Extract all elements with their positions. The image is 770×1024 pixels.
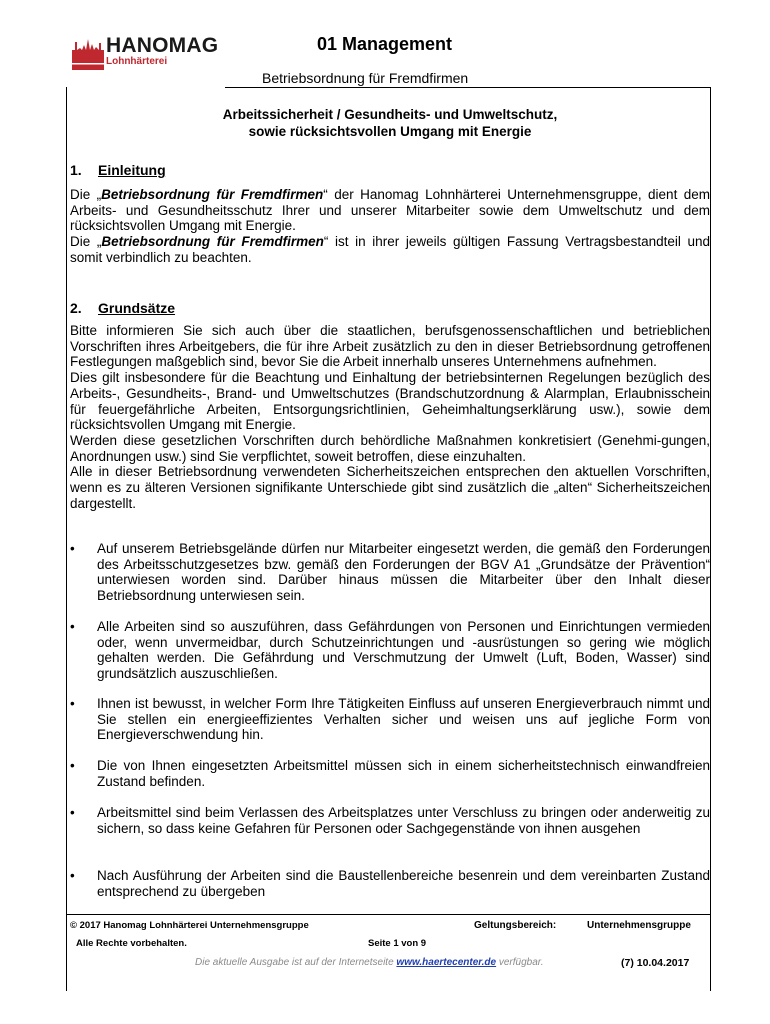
footer-version: (7) 10.04.2017 <box>621 957 690 969</box>
bullet-text: Alle Arbeiten sind so auszuführen, dass Gefährdungen von Personen und Einrichtungen vermieden oder, wenn unvermeidbar, durch Schutzeinrichtungen und -ausrüstungen so gering wie möglich gehalten werden. Die Gefährdung und Verschmutzung der Umwelt (Luft, Boden, Wasser) sind grundsätzlich auszuschließen. <box>97 619 710 682</box>
intro-paragraph-1: Die „Betriebsordnung für Fremdfirmen“ der Hanomag Lohnhärterei Unternehmensgruppe, dient dem Arbeits- und Gesundheitsschutz Ihrer und unserer Mitarbeiter sowie dem Umweltschutz und dem rücksichtsvollen Umgang mit Energie. <box>70 187 710 234</box>
main-heading <box>70 106 710 140</box>
document-subtitle: Betriebsordnung für Fremdfirmen <box>262 70 469 86</box>
header-divider <box>225 87 711 88</box>
logo-subtext: Lohnhärterei <box>106 56 168 67</box>
bullet-marker: • <box>70 619 75 634</box>
bullet-marker: • <box>70 868 75 883</box>
footer-page-number: Seite 1 von 9 <box>368 938 427 949</box>
section-2-title: Grundsätze <box>98 300 176 316</box>
footer-scope-value: Unternehmensgruppe <box>587 920 691 931</box>
page-frame-right <box>710 87 711 991</box>
section-2-heading <box>70 300 175 316</box>
bullet-item <box>70 868 710 899</box>
bullet-text: Die von Ihnen eingesetzten Arbeitsmittel müssen sich in einem sicherheitstechnisch einwandfreien Zustand befinden. <box>97 758 710 789</box>
bullet-text: Ihnen ist bewusst, in welcher Form Ihre Tätigkeiten Einfluss auf unseren Energieverbrauch nimmt und Sie stellen ein energieeffizientes Verhalten sicher und weisen uns auf jegliche Form von Energieverschwendung hin. <box>97 696 710 743</box>
section-1-number: 1. <box>70 162 82 178</box>
company-logo <box>72 34 222 74</box>
bullet-item <box>70 805 710 836</box>
bullet-item <box>70 696 710 743</box>
page-frame-left <box>66 87 67 991</box>
section-1-heading <box>70 162 166 178</box>
document-title: 01 Management <box>317 34 453 54</box>
intro-emphasis-1: Betriebsordnung für Fremdfirmen <box>101 187 324 202</box>
footer-scope-label: Geltungsbereich: <box>474 920 557 931</box>
footer-availability-note: Die aktuelle Ausgabe ist auf der Internetseite www.haertecenter.de verfügbar. <box>195 957 544 968</box>
principles-paragraph: Dies gilt insbesondere für die Beachtung und Einhaltung der betriebsinternen Regelungen bezüglich des Arbeits-, Gesundheits-, Brand- und Umweltschutzes (Brandschutzordnung & Alarmplan, Erlaubnisschein für feuergefährliche Arbeiten, Entsorgungsrichtlinien, Geheimhaltungserklärung usw.), sowie dem rücksichtsvollen Umgang mit Energie. <box>70 370 710 433</box>
bullet-item <box>70 758 710 789</box>
intro-emphasis-2: Betriebsordnung für Fremdfirmen <box>101 234 324 250</box>
principles-paragraph: Bitte informieren Sie sich auch über die staatlichen, berufsgenossenschaftlichen und betrieblichen Vorschriften ihres Arbeitgebers, die für ihre Arbeit zusätzlich zu den in dieser Betriebsordnung getroffenen Festlegungen maßgeblich sind, bevor Sie die Arbeit innerhalb unseres Unternehmens aufnehmen. <box>70 323 710 370</box>
section-1-title: Einleitung <box>98 162 166 178</box>
section-2-number: 2. <box>70 300 82 316</box>
section-2-body <box>70 323 710 511</box>
bullet-marker: • <box>70 758 75 773</box>
section-1-body <box>70 187 710 266</box>
bullet-marker: • <box>70 805 75 820</box>
bullet-text: Auf unserem Betriebsgelände dürfen nur Mitarbeiter eingesetzt werden, die gemäß den Forderungen des Arbeitsschutzgesetzes bzw. gemäß den Forderungen der BGV A1 „Grundsätze der Prävention“ unterwiesen worden sind. Darüber hinaus müssen die Mitarbeiter über den Inhalt dieser Betriebsordnung unterwiesen sein. <box>97 541 710 604</box>
footer-divider <box>66 914 711 915</box>
footer-rights: Alle Rechte vorbehalten. <box>76 938 187 949</box>
intro-paragraph-2: Die „Betriebsordnung für Fremdfirmen“ ist in ihrer jeweils gültigen Fassung Vertragsbestandteil und somit verbindlich zu beachten. <box>70 234 710 265</box>
bullet-text: Nach Ausführung der Arbeiten sind die Baustellenbereiche besenrein und dem vereinbarten Zustand entsprechend zu übergeben <box>97 868 710 899</box>
main-heading-line-1: Arbeitssicherheit / Gesundheits- und Umweltschutz, <box>222 107 558 122</box>
principles-paragraph: Alle in dieser Betriebsordnung verwendeten Sicherheitszeichen entsprechen den aktuellen Vorschriften, wenn es zu älteren Versionen signifikante Unterschiede gibt sind zusätzlich die „alten“ Sicherheitszeichen dargestellt. <box>70 464 710 511</box>
bullet-text: Arbeitsmittel sind beim Verlassen des Arbeitsplatzes unter Verschluss zu bringen oder anderweitig zu sichern, so dass keine Gefahren für Personen oder Sachgegenstände von ihnen ausgehen <box>97 805 710 836</box>
website-link[interactable]: www.haertecenter.de <box>396 957 497 968</box>
bullet-marker: • <box>70 541 75 556</box>
bullet-item <box>70 619 710 682</box>
footer-copyright: © 2017 Hanomag Lohnhärterei Unternehmensgruppe <box>70 920 309 931</box>
bullet-marker: • <box>70 696 75 711</box>
bullet-item <box>70 541 710 604</box>
principles-paragraph: Werden diese gesetzlichen Vorschriften durch behördliche Maßnahmen konkretisiert (Genehmi-gungen, Anordnungen usw.) sind Sie verpflichtet, soweit betroffen, diese einzuhalten. <box>70 432 710 464</box>
factory-skyline-icon <box>72 36 104 70</box>
main-heading-line-2: sowie rücksichtsvollen Umgang mit Energie <box>248 124 532 139</box>
logo-wordmark: HANOMAG <box>106 34 219 57</box>
